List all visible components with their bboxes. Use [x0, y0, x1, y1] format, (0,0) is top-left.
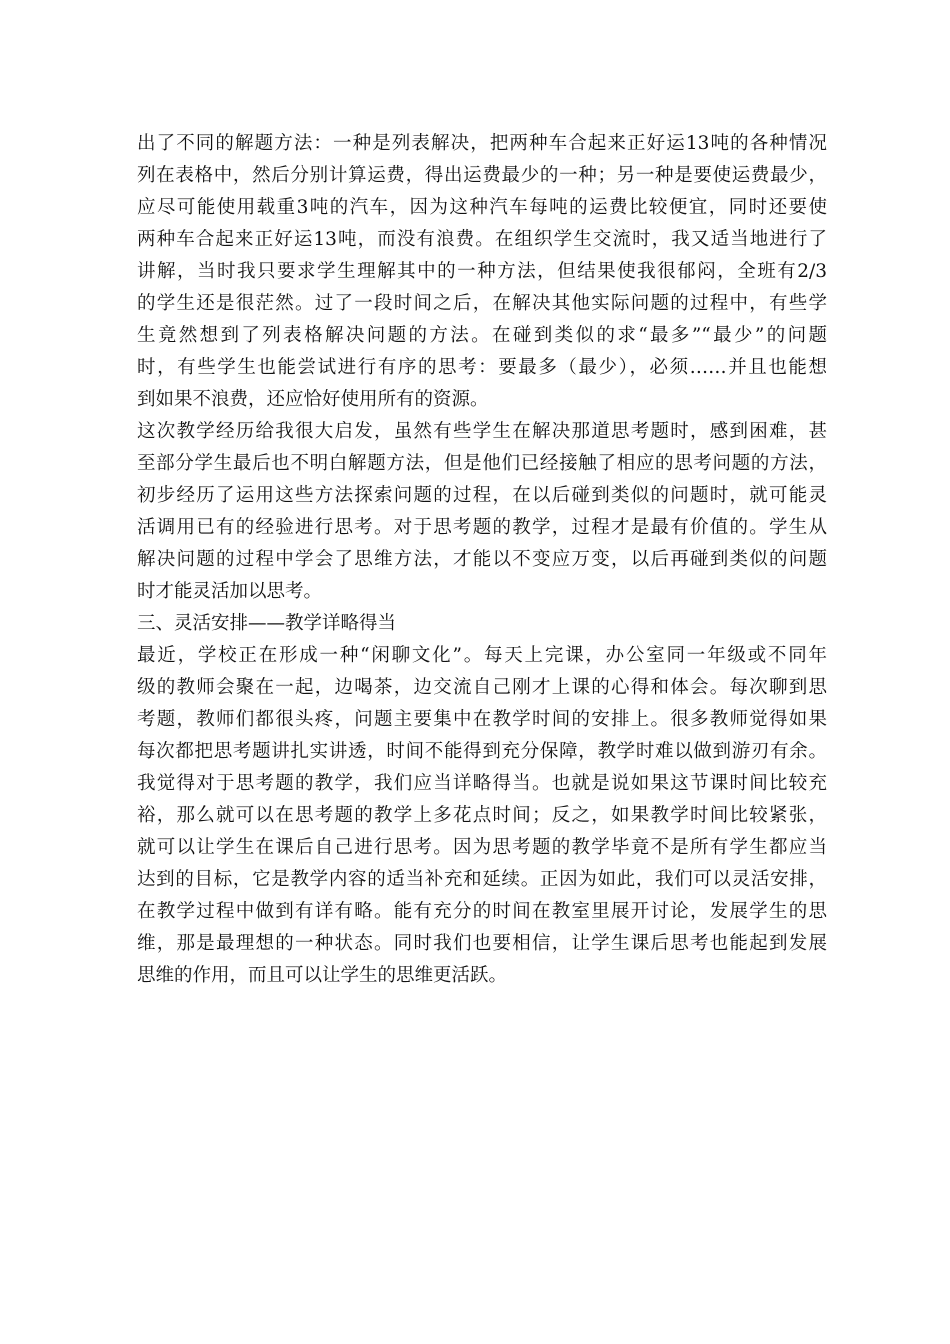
text-line: 至部分学生最后也不明白解题方法，但是他们已经接触了相应的思考问题的方法，: [137, 453, 827, 474]
text-line: 就可以让学生在课后自己进行思考。因为思考题的教学毕竟不是所有学生都应当: [137, 837, 827, 858]
text-line: 应尽可能使用载重3吨的汽车，因为这种汽车每吨的运费比较便宜，同时还要使: [137, 197, 827, 218]
text-line: 两种车合起来正好运13吨，而没有浪费。在组织学生交流时，我又适当地进行了: [137, 229, 827, 250]
text-line: 时，有些学生也能尝试进行有序的思考：要最多（最少），必须……并且也能想: [137, 357, 827, 378]
text-line: 考题，教师们都很头疼，问题主要集中在教学时间的安排上。很多教师觉得如果: [137, 709, 827, 730]
text-line: 这次教学经历给我很大启发，虽然有些学生在解决那道思考题时，感到困难，甚: [137, 421, 827, 442]
text-line: 解决问题的过程中学会了思维方法，才能以不变应万变，以后再碰到类似的问题: [137, 549, 827, 570]
text-line: 出了不同的解题方法：一种是列表解决，把两种车合起来正好运13吨的各种情况: [137, 133, 827, 154]
text-line: 裕，那么就可以在思考题的教学上多花点时间；反之，如果教学时间比较紧张，: [137, 805, 827, 826]
paragraph-end-line: 时才能灵活加以思考。: [137, 581, 323, 602]
text-line: 讲解，当时我只要求学生理解其中的一种方法，但结果使我很郁闷，全班有2/3: [137, 261, 827, 282]
text-line: 每次都把思考题讲扎实讲透，时间不能得到充分保障，教学时难以做到游刃有余。: [137, 741, 827, 762]
paragraph-end-line: 思维的作用，而且可以让学生的思维更活跃。: [137, 965, 508, 986]
text-line: 最近，学校正在形成一种“闲聊文化”。每天上完课，办公室同一年级或不同年: [137, 645, 827, 666]
text-line: 初步经历了运用这些方法探索问题的过程，在以后碰到类似的问题时，就可能灵: [137, 485, 827, 506]
paragraph-end-line: 到如果不浪费，还应恰好使用所有的资源。: [137, 389, 489, 410]
text-line: 生竟然想到了列表格解决问题的方法。在碰到类似的求“最多”“最少”的问题: [137, 325, 827, 346]
text-line: 达到的目标，它是教学内容的适当补充和延续。正因为如此，我们可以灵活安排，: [137, 869, 827, 890]
text-line: 我觉得对于思考题的教学，我们应当详略得当。也就是说如果这节课时间比较充: [137, 773, 827, 794]
text-line: 的学生还是很茫然。过了一段时间之后，在解决其他实际问题的过程中，有些学: [137, 293, 827, 314]
section-heading: 三、灵活安排——教学详略得当: [137, 613, 397, 634]
text-line: 列在表格中，然后分别计算运费，得出运费最少的一种；另一种是要使运费最少，: [137, 165, 827, 186]
body-text: [137, 128, 827, 992]
text-line: 级的教师会聚在一起，边喝茶，边交流自己刚才上课的心得和体会。每次聊到思: [137, 677, 827, 698]
text-line: 活调用已有的经验进行思考。对于思考题的教学，过程才是最有价值的。学生从: [137, 517, 827, 538]
text-line: 维，那是最理想的一种状态。同时我们也要相信，让学生课后思考也能起到发展: [137, 933, 827, 954]
text-line: 在教学过程中做到有详有略。能有充分的时间在教室里展开讨论，发展学生的思: [137, 901, 827, 922]
